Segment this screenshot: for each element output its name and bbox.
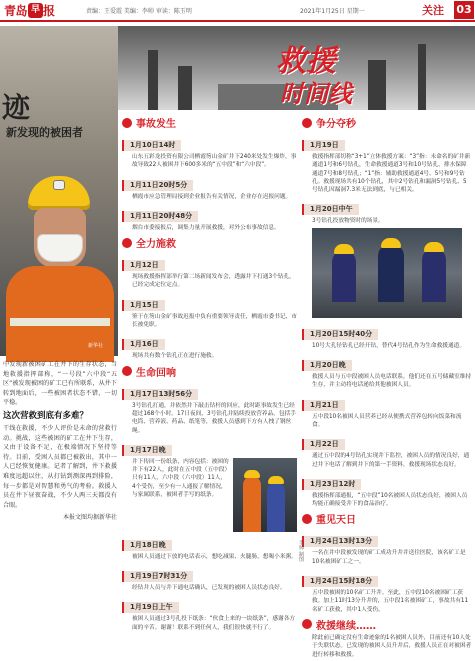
- banner-title: 救援: [276, 44, 336, 79]
- date-label: 1月21日: [302, 400, 345, 411]
- date-label: 1月11日20时5分: [122, 180, 193, 191]
- section-title: 生命回响: [136, 367, 176, 379]
- masthead: [0, 0, 475, 22]
- entry-text: 一名在井中段被发现的矿工成功升井并送往医院，该名矿工是10名被困矿工之一。: [312, 550, 466, 565]
- date-label: 1月15日: [122, 300, 165, 311]
- page-number: 03: [454, 1, 474, 19]
- date-label: 1月16日: [122, 339, 165, 350]
- date-label: 1月20日中午: [302, 204, 359, 215]
- borehole-photo: [312, 228, 462, 318]
- date-label: 1月19日: [302, 140, 345, 151]
- story-paragraph: 干线在救援，不少人评价是未命的营救行动。挑战，这些被困的矿工在井下生存，又由于设备不足，在极端情况下坚持等待。目前，受困人员都已被救出，其中一人已经恢复健康。记者了解到，井下救援难度远超以往，从打钻到测深再到排险，每一步都是对智慧和勇气的考验。救援人员在井下昼夜奋战，不少人两三天都没有合眼。: [3, 424, 117, 509]
- date-label: 1月11日20时48分: [122, 211, 198, 222]
- bullet-icon: [122, 238, 132, 248]
- mask-shape: [37, 234, 83, 262]
- headframe-silhouette: [178, 66, 192, 110]
- entry-with-photo: [122, 458, 297, 532]
- entry-text: 现场救援指挥部举行第二场新闻发布会，透露井下打通3个钻孔，已经完成定位定点。: [132, 274, 295, 289]
- section-header: [122, 236, 297, 249]
- photo-credit: 新华社: [88, 343, 104, 349]
- helmet-shape: [268, 476, 284, 484]
- bullet-icon: [302, 514, 312, 524]
- section-title: 重见天日: [316, 515, 356, 527]
- section-name: 关注: [422, 4, 444, 17]
- entry-text: 现场共有数个钻孔正在进行施救。: [132, 353, 218, 360]
- date-label: 1月10日14时: [122, 140, 181, 151]
- timeline-column-left: [122, 112, 297, 634]
- entry-text: 救援指挥部切称“3+1”立体救援方案：“3”指：未命名的矿井新通道1号和6号钻孔，生命救援通道3号和10号钻孔，排水保障通道7号和8号钻孔；“1”指：辅助救援通道4号、5号和9号钻孔。救援现场共有10个钻孔，其中2号钻孔和漏洞5号钻孔、5号钻孔因漏洞7.3米无法到底，与已相关。: [312, 154, 471, 194]
- editor-credits: 责编：王爱霞 美编：李帅 审读：陈玉明: [86, 8, 192, 15]
- helmet-shape: [424, 242, 444, 252]
- headframe-silhouette: [418, 44, 426, 110]
- helmet-shape: [381, 238, 401, 248]
- entry-text: 被困人员通过3号孔投下纸条：“伙食上来的一块纸条”，感谢各方面的辛苦。谢谢！联系不到任何人，我们很快就不行了。: [132, 616, 296, 631]
- entry-text: 通过五中段的4号钻孔实现井下监控，被困人员的情况良好，通过井下电话了解到井下的第一手资料，救援现场状态良好。: [312, 453, 470, 468]
- headframe-silhouette: [368, 60, 386, 110]
- section-title: 争分夺秒: [316, 119, 356, 130]
- section-header: [302, 512, 472, 525]
- entry-text: 被困人员通过下放的电话表示，想吃减果、火腿肠，想喝小米粥。: [132, 553, 297, 560]
- date-label: 1月20日15时40分: [302, 329, 378, 340]
- entry-text: 五中段10名被困人员营养已经从便携式营养包转向饭菜和流食。: [312, 413, 462, 428]
- bullet-icon: [122, 366, 132, 376]
- rescuer-figure: [378, 244, 404, 302]
- bullet-icon: [302, 619, 312, 629]
- rescuer-figure: [243, 476, 261, 532]
- graphic-credit: 李帅 制图: [298, 540, 304, 562]
- newspaper-logo: [4, 2, 55, 19]
- miner-photo: [0, 26, 118, 356]
- left-story: [3, 360, 117, 523]
- entry-text: 栖霞市应急管理局接到企业报告有关情况，企业存在迟报问题。: [132, 193, 292, 200]
- headframe-silhouette: [148, 50, 158, 110]
- section-title: 全力施救: [136, 239, 176, 251]
- entry-text: 救援指挥部通报，“五中段”10名被困人员状态良好，被困人员均能正确接受井下的食品治疗。: [312, 492, 468, 508]
- entry-text: 山东五彩龙投资有限公司栖霞笏山金矿井下240米处发生爆炸，事故导致22人被困井下600多米的“五中段”和“六中段”。: [132, 154, 297, 169]
- entry-text: 鉴于在笏山金矿事故迟报中负有重要领导责任，栖霞市委书记、市长被免职。: [132, 313, 297, 329]
- helmet-lamp-shape: [53, 180, 65, 190]
- timeline-column-right: [302, 112, 472, 661]
- date-label: 1月20日晚: [302, 360, 352, 371]
- entry-text: 3号钻孔打通，并依然井下敲击钻杆的回应，此时距事故发生已经超过168个小时。17日夜间，3号钻孔并陆续投放营养品，包括手电筒、营养液、药品、纸笔等，救援人员感到下方有人拽了钢丝绳。: [132, 402, 296, 434]
- story-paragraph: 中发现新被困矿工在井下的生存状态，当地救援指挥部称，“一号段”六中段“五区”被发现被困的矿工已有所联系，从井下转到地面后，一些被困者状态不错，一切平稳。: [3, 361, 117, 407]
- section-header: [302, 116, 472, 129]
- banner-subtitle: 时间线: [280, 79, 352, 108]
- date-label: 1月17日晚: [122, 445, 172, 456]
- helmet-shape: [334, 244, 354, 254]
- rescuer-figure: [422, 248, 446, 302]
- story-byline: 本报文图均据新华社: [62, 514, 117, 522]
- section-header: [302, 618, 472, 631]
- date-label: 1月23日12时: [302, 479, 361, 490]
- entry-text: 井下传回一份纸条，内容包括：被困的井下有22人，此时在五中段（五中段）只有11人，六中段（六中段）11人，4个受伤，至少有一人通报了解情况，与家属联系，被困者手写的纸条。: [132, 458, 229, 499]
- section-title: 救援继续……: [316, 620, 376, 632]
- section-title: 事故发生: [136, 119, 176, 130]
- rescuer-figure: [332, 250, 356, 302]
- entry-text: 10号大孔径钻孔已经开钻，替代4号钻孔作为生命救援通道。: [312, 342, 466, 349]
- date-label: 1月12日: [122, 260, 165, 271]
- entry-text: 五中段被困的10名矿工升井。至此，五中段10名被困矿工获救。加上11时13分升井的，五中段1名被困矿工，事故共有11名矿工获救，其中1人受伤。: [312, 590, 469, 613]
- entry-text: 经钻井人员与井下通电话确认，已发现的被困人员状态良好。: [132, 585, 286, 592]
- date-label: 1月24日13时13分: [302, 536, 378, 547]
- entry-text: 除此前已确定没有生命迹象的1名被困人员外，目前还有10人处于失联状态。已发现的被困人员升井后，救援人员正在对被困者进行转移和救援。: [312, 634, 472, 658]
- bullet-icon: [302, 118, 312, 128]
- entry-text: 烟台市委接报后，调集力量开展救援，对外公布事故信息。: [132, 224, 280, 231]
- section-header: [122, 365, 297, 378]
- date-label: 1月18日晚: [122, 540, 172, 551]
- entry-text: 3号钻孔投放物资时的场景。: [312, 218, 384, 225]
- logo-suffix: 报: [43, 4, 55, 18]
- date-label: 1月22日: [302, 439, 345, 450]
- subheadline: 新发现的被困者: [6, 126, 83, 139]
- logo-mark: 早: [28, 3, 43, 18]
- date-label: 1月19日7时31分: [122, 571, 193, 582]
- dateline: 2021年1月25日 星期一: [300, 8, 365, 15]
- helmet-shape: [244, 470, 260, 478]
- bullet-icon: [122, 118, 132, 128]
- rescuer-figure: [267, 482, 285, 532]
- rescuers-photo: [233, 458, 297, 532]
- timeline-banner: [118, 26, 475, 110]
- date-label: 1月17日13时56分: [122, 389, 198, 400]
- entry-text: 救援人员与五中段被困人员电话联系，他们还在五号储藏室维持生存，并主动将电话递给其他被困人员。: [312, 374, 472, 389]
- story-heading: 这次营救到底有多难？: [3, 410, 89, 421]
- logo-text: 青岛: [4, 4, 28, 18]
- headline-fragment: 迹: [2, 91, 30, 124]
- date-label: 1月19日上午: [122, 602, 179, 613]
- reflective-stripe: [10, 318, 110, 326]
- section-header: [122, 116, 297, 129]
- date-label: 1月24日15时18分: [302, 576, 378, 587]
